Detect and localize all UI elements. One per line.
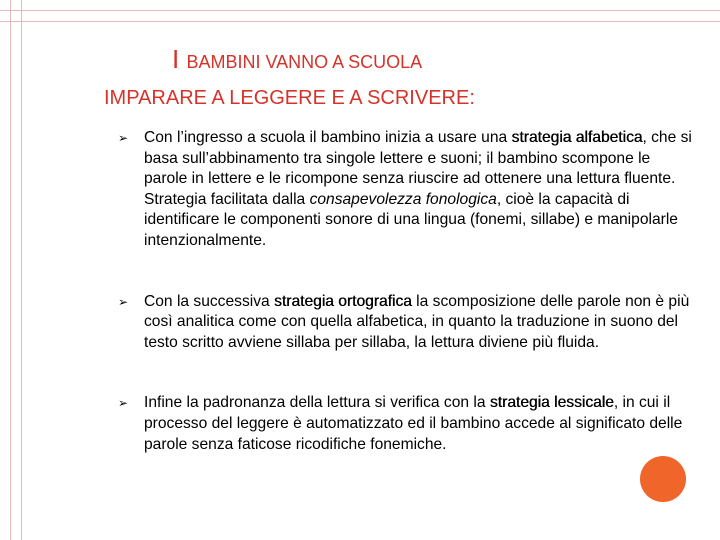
item-term: strategia ortografica bbox=[274, 292, 412, 310]
list-item bbox=[118, 128, 693, 252]
arrow-bullet-icon: ➢ bbox=[118, 396, 129, 411]
arrow-bullet-icon: ➢ bbox=[118, 131, 129, 145]
decorative-frame-top bbox=[0, 10, 720, 22]
item-text: , in cui il processo del leggere è automatizzato ed il bambino accede al significato delle parole senza faticose ricodifiche fonemiche. bbox=[144, 394, 683, 453]
item-text: , che si basa sull’abbinamento tra singole lettere e suoni; il bambino scompone le parole in lettere e le ricompone senza riuscire ad ottenere una lettura fluente. Strategia facilitata dalla bbox=[144, 129, 692, 208]
item-text: Con la successiva bbox=[144, 292, 275, 310]
title-line-2: IMPARARE A LEGGERE E A SCRIVERE: bbox=[104, 87, 475, 109]
item-text: Con l’ingresso a scuola il bambino inizia a usare una bbox=[144, 129, 512, 146]
list-item bbox=[118, 393, 693, 455]
decorative-frame-left bbox=[10, 0, 22, 540]
item-term: strategia alfabetica bbox=[511, 129, 643, 146]
item-text: Infine la padronanza della lettura si verifica con la bbox=[144, 394, 490, 412]
arrow-bullet-icon: ➢ bbox=[118, 294, 129, 309]
title-line-1 bbox=[172, 44, 422, 75]
item-text: , cioè la capacità di identificare le componenti sonore di una lingua (fonemi, sillabe) e manipolarle intenzionalmente. bbox=[144, 190, 678, 249]
list-item bbox=[118, 292, 693, 354]
title-initial: I bbox=[172, 44, 187, 74]
item-text: la scomposizione delle parole non è più così analitica come con quella alfabetica, in quanto la traduzione in suono del testo scritto avviene sillaba per sillaba, la lettura diviene più fluida. bbox=[144, 292, 690, 351]
item-emphasis: consapevolezza fonologica bbox=[309, 190, 497, 208]
title-rest: BAMBINI VANNO A SCUOLA bbox=[186, 52, 423, 72]
bullet-list bbox=[118, 128, 693, 455]
item-term: strategia lessicale bbox=[489, 394, 614, 412]
decorative-circle bbox=[640, 456, 686, 502]
